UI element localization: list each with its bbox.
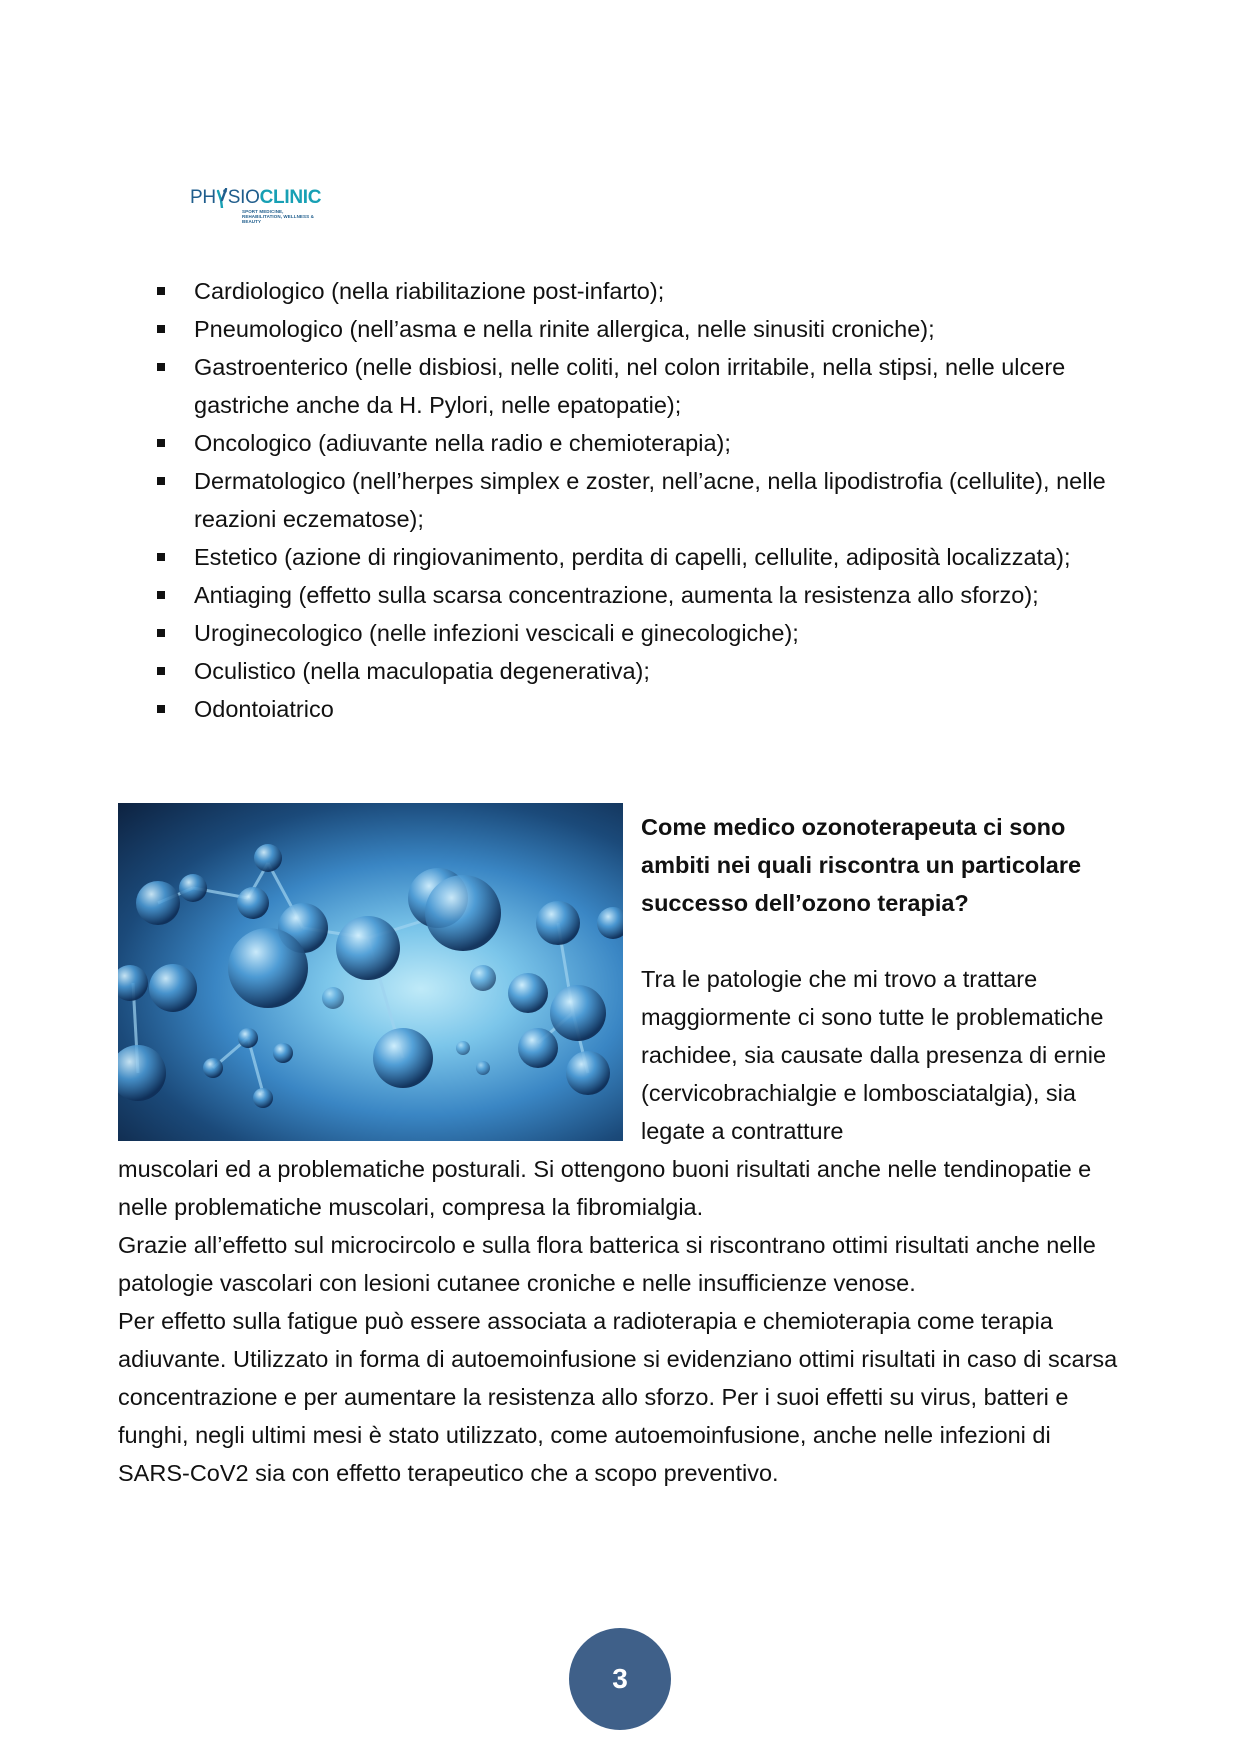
list-item-text: Gastroenterico (nelle disbiosi, nelle coliti, nel colon irritabile, nella stipsi, nelle ulcere gastriche anche da H. Pylori, nelle epatopatie);	[194, 354, 1066, 418]
answer-paragraph: muscolari ed a problematiche posturali. Si ottengono buoni risultati anche nelle tendinopatie e nelle problematiche muscolari, compresa la fibromialgia.	[118, 1156, 1092, 1220]
square-bullet-icon	[157, 363, 165, 371]
logo-tagline: SPORT MEDICINE, REHABILITATION, WELLNESS & BEAUTY	[242, 209, 314, 224]
answer-intro: Tra le patologie che mi trovo a trattare maggiormente ci sono tutte le problematiche rachidee, sia causate dalla presenza di ernie (cervicobrachialgie e lombosciatalgia), sia legate a contratture	[641, 966, 1107, 1144]
specialties-list	[157, 272, 1127, 728]
interview-question-block	[641, 808, 1121, 1150]
list-item-text: Uroginecologico (nelle infezioni vescicali e ginecologiche);	[194, 620, 799, 646]
interview-question: Come medico ozonoterapeuta ci sono ambiti nei quali riscontra un particolare successo dell’ozono terapia?	[641, 814, 1082, 916]
runner-figure-icon	[216, 188, 228, 208]
logo-prefix: PH	[190, 187, 216, 208]
square-bullet-icon	[157, 553, 165, 561]
square-bullet-icon	[157, 287, 165, 295]
logo-wordmark	[190, 188, 340, 208]
list-item-text: Oncologico (adiuvante nella radio e chemioterapia);	[194, 430, 731, 456]
physioclinic-logo	[190, 188, 340, 234]
list-item-text: Antiaging (effetto sulla scarsa concentrazione, aumenta la resistenza allo sforzo);	[194, 582, 1039, 608]
answer-body	[118, 1150, 1128, 1492]
list-item	[157, 310, 1127, 348]
list-item-text: Pneumologico (nell’asma e nella rinite allergica, nelle sinusiti croniche);	[194, 316, 935, 342]
square-bullet-icon	[157, 477, 165, 485]
list-item-text: Odontoiatrico	[194, 696, 334, 722]
logo-mid: SIO	[227, 187, 260, 208]
answer-paragraph: Per effetto sulla fatigue può essere associata a radioterapia e chemioterapia come terapia adiuvante. Utilizzato in forma di autoemoinfusione si evidenziano ottimi risultati in caso di scarsa concentrazione e per aumentare la resistenza allo sforzo. Per i suoi effetti su virus, batteri e funghi, negli ultimi mesi è stato utilizzato, come autoemoinfusione, anche nelle infezioni di SARS-CoV2 sia con effetto terapeutico che a scopo preventivo.	[118, 1308, 1118, 1486]
logo-suffix: CLINIC	[259, 187, 322, 208]
list-item	[157, 614, 1127, 652]
square-bullet-icon	[157, 705, 165, 713]
square-bullet-icon	[157, 591, 165, 599]
list-item	[157, 652, 1127, 690]
list-item	[157, 424, 1127, 462]
list-item-text: Oculistico (nella maculopatia degenerativa);	[194, 658, 650, 684]
answer-paragraph: Grazie all’effetto sul microcircolo e sulla flora batterica si riscontrano ottimi risultati anche nelle patologie vascolari con lesioni cutanee croniche e nelle insufficienze venose.	[118, 1232, 1096, 1296]
list-item	[157, 348, 1127, 424]
page-number-badge: 3	[569, 1628, 671, 1730]
list-item	[157, 690, 1127, 728]
list-item-text: Estetico (azione di ringiovanimento, perdita di capelli, cellulite, adiposità localizzata);	[194, 544, 1071, 570]
square-bullet-icon	[157, 439, 165, 447]
list-item	[157, 576, 1127, 614]
list-item	[157, 538, 1127, 576]
molecules-illustration-icon	[118, 803, 623, 1141]
square-bullet-icon	[157, 325, 165, 333]
square-bullet-icon	[157, 629, 165, 637]
list-item-text: Cardiologico (nella riabilitazione post-infarto);	[194, 278, 665, 304]
list-item-text: Dermatologico (nell’herpes simplex e zoster, nell’acne, nella lipodistrofia (cellulite), nelle reazioni eczematose);	[194, 468, 1106, 532]
list-item	[157, 272, 1127, 310]
square-bullet-icon	[157, 667, 165, 675]
list-item	[157, 462, 1127, 538]
molecules-image	[118, 803, 623, 1141]
